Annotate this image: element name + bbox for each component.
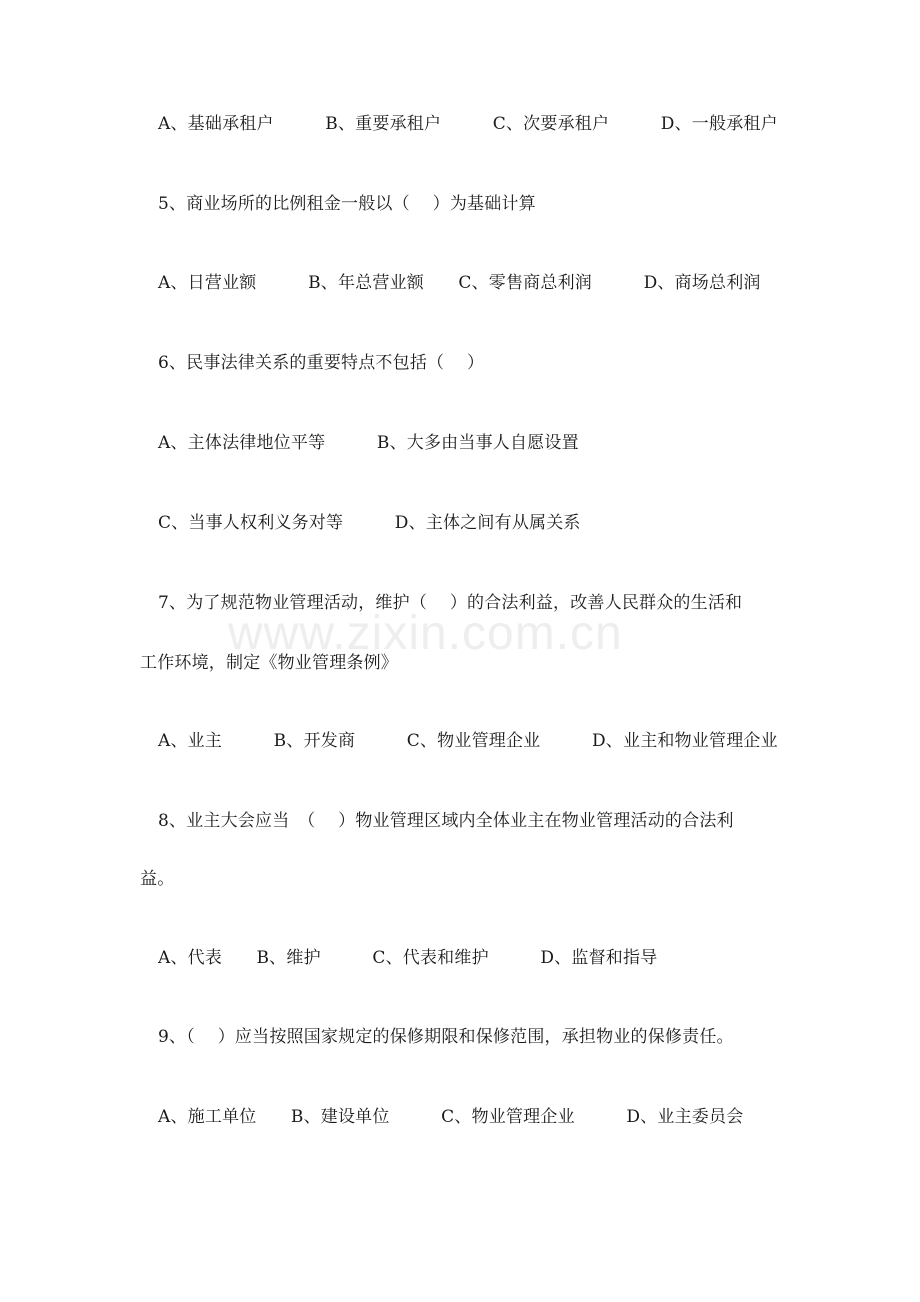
q8-options: A、代表 B、维护 C、代表和维护 D、监督和指导 (158, 948, 658, 968)
q5-question: 5、商业场所的比例租金一般以（ ）为基础计算 (158, 194, 536, 214)
q4-options: A、基础承租户 B、重要承租户 C、次要承租户 D、一般承租户 (158, 114, 778, 134)
q7-question-line1: 7、为了规范物业管理活动，维护（ ）的合法利益，改善人民群众的生活和 (158, 593, 743, 613)
q6-options-line2: C、当事人权利义务对等 D、主体之间有从属关系 (158, 513, 581, 533)
q8-question-line2: 益。 (140, 869, 175, 889)
q9-question: 9、（ ）应当按照国家规定的保修期限和保修范围，承担物业的保修责任。 (158, 1027, 734, 1047)
q6-question: 6、民事法律关系的重要特点不包括（ ） (158, 353, 485, 373)
q7-question-line2: 工作环境，制定《物业管理条例》 (140, 653, 398, 673)
q7-options: A、业主 B、开发商 C、物业管理企业 D、业主和物业管理企业 (158, 731, 778, 751)
q6-options-line1: A、主体法律地位平等 B、大多由当事人自愿设置 (158, 433, 579, 453)
q9-options: A、施工单位 B、建设单位 C、物业管理企业 D、业主委员会 (158, 1107, 744, 1127)
watermark: www.zixin.com.cn (228, 607, 623, 660)
q8-question-line1: 8、业主大会应当 （ ）物业管理区域内全体业主在物业管理活动的合法利 (158, 811, 734, 831)
q5-options: A、日营业额 B、年总营业额 C、零售商总利润 D、商场总利润 (158, 273, 761, 293)
